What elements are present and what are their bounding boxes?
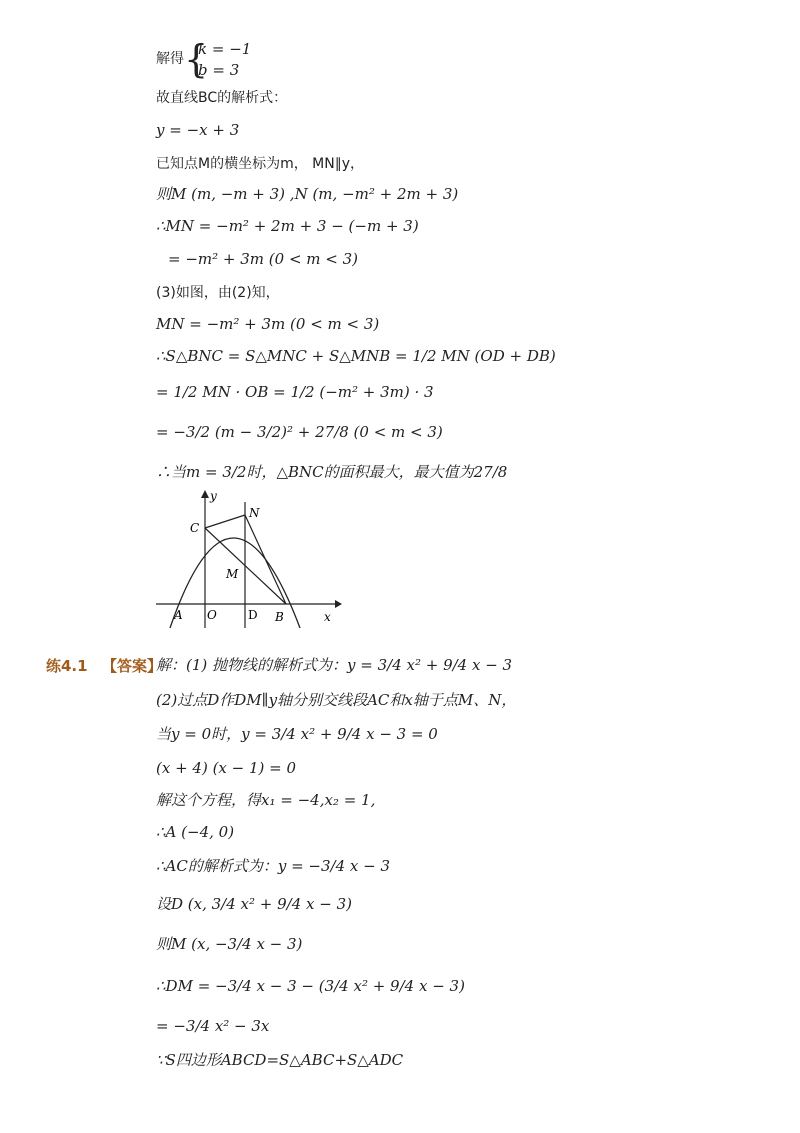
solve-label: 解得 (156, 51, 184, 67)
line-m-abscissa: 已知点M的横坐标为m， MN∥y， (156, 156, 365, 172)
ans-line-1: 解：(1) 抛物线的解析式为：y = 3/4 x² + 9/4 x − 3 (156, 656, 513, 674)
ans-line-11: = −3/4 x² − 3x (156, 1017, 270, 1035)
label-B: B (275, 610, 284, 624)
ans-line-10: ∴DM = −3/4 x − 3 − (3/4 x² + 9/4 x − 3) (156, 977, 465, 995)
exercise-label: 练4.1 (46, 657, 88, 675)
answer-label: 【答案】 (102, 657, 163, 675)
line-area-product: = 1/2 MN · OB = 1/2 (−m² + 3m) · 3 (156, 383, 434, 401)
ans-line-5: 解这个方程，得x₁ = −4,x₂ = 1, (156, 791, 376, 809)
ans-line-12: ∵S四边形ABCD=S△ABC+S△ADC (156, 1051, 404, 1069)
line-mn-length: ∴MN = −m² + 2m + 3 − (−m + 3) (156, 217, 419, 235)
ans-line-9: 则M (x, −3/4 x − 3) (156, 935, 303, 953)
line-nb (245, 515, 286, 604)
line-area-max: ∴当m = 3/2时，△BNC的面积最大，最大值为27/8 (156, 463, 508, 481)
ans-line-8: 设D (x, 3/4 x² + 9/4 x − 3) (156, 895, 352, 913)
line-mn-restate: MN = −m² + 3m (0 < m < 3) (156, 315, 380, 333)
label-O: O (207, 608, 217, 622)
eq-b: b = 3 (198, 61, 240, 79)
label-M: M (226, 567, 239, 581)
label-D: D (248, 608, 258, 622)
line-part3: (3)如图，由(2)知， (156, 285, 280, 301)
ans-line-7: ∴AC的解析式为：y = −3/4 x − 3 (156, 857, 391, 875)
label-x: x (324, 610, 331, 624)
system-brace: { (184, 37, 209, 81)
line-bc-title: 故直线BC的解析式： (156, 90, 288, 106)
ans-line-2: (2)过点D作DM∥y轴分别交线段AC和x轴于点M、N， (156, 691, 517, 709)
label-C: C (190, 521, 200, 535)
ans-line-3: 当y = 0时，y = 3/4 x² + 9/4 x − 3 = 0 (156, 725, 438, 743)
eq-k: k = −1 (198, 40, 252, 58)
x-axis-arrow (335, 600, 342, 608)
parabola-figure (150, 488, 350, 633)
ans-line-4: (x + 4) (x − 1) = 0 (156, 759, 297, 777)
label-N: N (249, 506, 260, 520)
line-cn (205, 515, 245, 528)
label-y: y (210, 489, 217, 503)
y-axis-arrow (201, 490, 209, 498)
line-area-vertex: = −3/2 (m − 3/2)² + 27/8 (0 < m < 3) (156, 423, 443, 441)
ans-line-6: ∴A (−4, 0) (156, 823, 235, 841)
line-area-sum: ∴S△BNC = S△MNC + S△MNB = 1/2 MN (OD + DB) (156, 347, 556, 365)
label-A: A (174, 608, 183, 622)
line-bc-equation: y = −x + 3 (156, 121, 240, 139)
line-mn-coords: 则M (m, −m + 3) ,N (m, −m² + 2m + 3) (156, 185, 459, 203)
line-mn-simplified: = −m² + 3m (0 < m < 3) (168, 250, 359, 268)
